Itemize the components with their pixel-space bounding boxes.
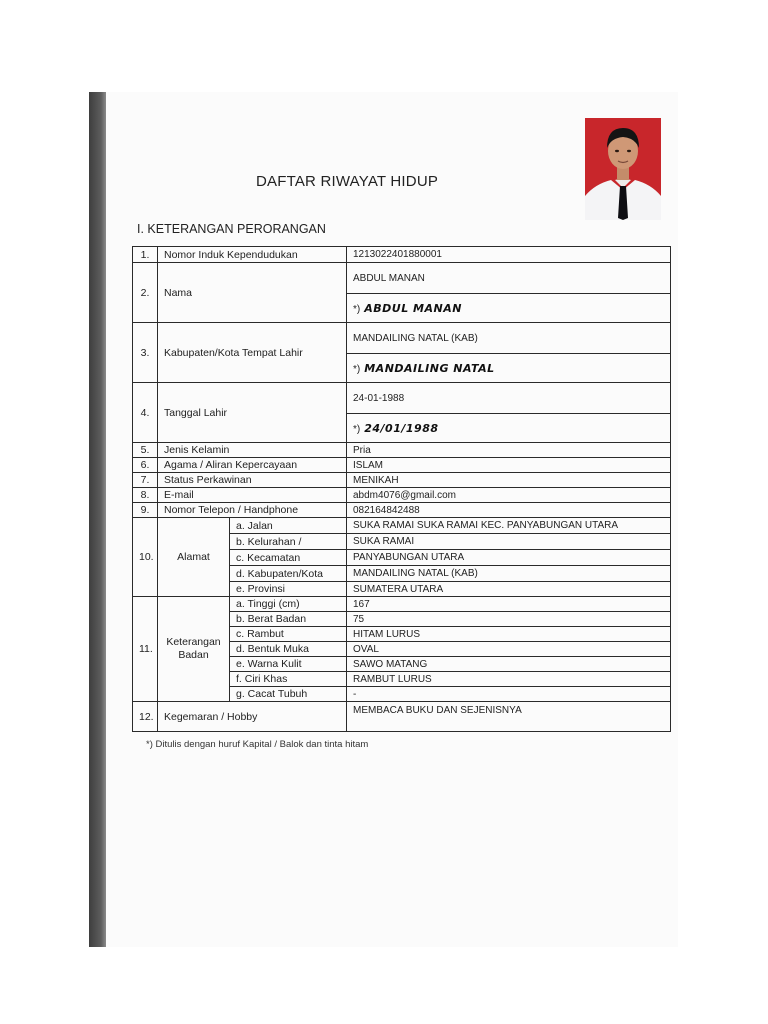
row-number: 2.	[133, 263, 158, 323]
table-row	[133, 488, 671, 503]
applicant-photo	[585, 118, 661, 220]
sub-label: g. Cacat Tubuh	[230, 687, 347, 702]
handwritten-value	[347, 354, 671, 383]
row-value: SUKA RAMAI SUKA RAMAI KEC. PANYABUNGAN UTARA	[347, 518, 671, 534]
typed-value: MANDAILING NATAL (KAB)	[347, 323, 671, 354]
table-row	[133, 518, 671, 534]
sub-label: e. Warna Kulit	[230, 657, 347, 672]
row-label: Nomor Telepon / Handphone	[158, 503, 347, 518]
row-value: HITAM LURUS	[347, 627, 671, 642]
table-row	[133, 247, 671, 263]
sub-label: c. Rambut	[230, 627, 347, 642]
scan-shadow-edge	[89, 92, 106, 947]
row-value: SAWO MATANG	[347, 657, 671, 672]
sub-label: f. Ciri Khas	[230, 672, 347, 687]
table-row	[133, 263, 671, 294]
row-number: 8.	[133, 488, 158, 503]
asterisk-note: *)	[353, 363, 361, 375]
row-label: Agama / Aliran Kepercayaan	[158, 458, 347, 473]
row-number: 7.	[133, 473, 158, 488]
row-value: PANYABUNGAN UTARA	[347, 550, 671, 566]
row-label: Status Perkawinan	[158, 473, 347, 488]
row-label: Nomor Induk Kependudukan	[158, 247, 347, 263]
row-value: -	[347, 687, 671, 702]
sub-label: e. Provinsi	[230, 582, 347, 597]
row-label: E-mail	[158, 488, 347, 503]
table-row	[133, 503, 671, 518]
section-heading: I. KETERANGAN PERORANGAN	[137, 222, 326, 236]
row-label-line: Badan	[178, 649, 209, 661]
row-value: ISLAM	[347, 458, 671, 473]
sub-label: d. Kabupaten/Kota	[230, 566, 347, 582]
row-value: abdm4076@gmail.com	[347, 488, 671, 503]
asterisk-note: *)	[353, 423, 361, 435]
sub-label: a. Tinggi (cm)	[230, 597, 347, 612]
row-number: 1.	[133, 247, 158, 263]
row-value: RAMBUT LURUS	[347, 672, 671, 687]
row-number: 9.	[133, 503, 158, 518]
typed-value: 24-01-1988	[347, 383, 671, 414]
row-value: Pria	[347, 443, 671, 458]
row-number: 11.	[133, 597, 158, 702]
row-value: 082164842488	[347, 503, 671, 518]
row-label: Kegemaran / Hobby	[158, 702, 347, 732]
document-title: DAFTAR RIWAYAT HIDUP	[256, 173, 439, 190]
row-label-line: Keterangan	[166, 636, 221, 648]
row-value: OVAL	[347, 642, 671, 657]
row-number: 12.	[133, 702, 158, 732]
footnote: *) Ditulis dengan huruf Kapital / Balok dan tinta hitam	[146, 739, 369, 750]
table-row	[133, 443, 671, 458]
table-row	[133, 702, 671, 732]
row-label: Tanggal Lahir	[158, 383, 347, 443]
row-label: Kabupaten/Kota Tempat Lahir	[158, 323, 347, 383]
row-value: 167	[347, 597, 671, 612]
handwritten-value	[347, 414, 671, 443]
sub-label: c. Kecamatan	[230, 550, 347, 566]
handwritten-text: ABDUL MANAN	[364, 301, 462, 315]
row-value: 75	[347, 612, 671, 627]
table-row	[133, 458, 671, 473]
row-label: Nama	[158, 263, 347, 323]
row-value: 1213022401880001	[347, 247, 671, 263]
handwritten-text: MANDAILING NATAL	[364, 361, 495, 375]
asterisk-note: *)	[353, 303, 361, 315]
handwritten-text: 24/01/1988	[364, 421, 439, 435]
handwritten-value	[347, 294, 671, 323]
table-row	[133, 323, 671, 354]
typed-value: ABDUL MANAN	[347, 263, 671, 294]
row-number: 6.	[133, 458, 158, 473]
row-label: Alamat	[158, 518, 230, 597]
row-value: SUMATERA UTARA	[347, 582, 671, 597]
row-value: SUKA RAMAI	[347, 534, 671, 550]
row-label: Jenis Kelamin	[158, 443, 347, 458]
table-row	[133, 597, 671, 612]
sub-label: b. Kelurahan /	[230, 534, 347, 550]
sub-label: d. Bentuk Muka	[230, 642, 347, 657]
row-value: MANDAILING NATAL (KAB)	[347, 566, 671, 582]
row-value: MEMBACA BUKU DAN SEJENISNYA	[347, 702, 671, 732]
row-number: 4.	[133, 383, 158, 443]
sub-label: b. Berat Badan	[230, 612, 347, 627]
row-value: MENIKAH	[347, 473, 671, 488]
row-label	[158, 597, 230, 702]
table-row	[133, 473, 671, 488]
row-number: 5.	[133, 443, 158, 458]
row-number: 10.	[133, 518, 158, 597]
sub-label: a. Jalan	[230, 518, 347, 534]
row-number: 3.	[133, 323, 158, 383]
personal-info-table	[132, 246, 671, 732]
table-row	[133, 383, 671, 414]
